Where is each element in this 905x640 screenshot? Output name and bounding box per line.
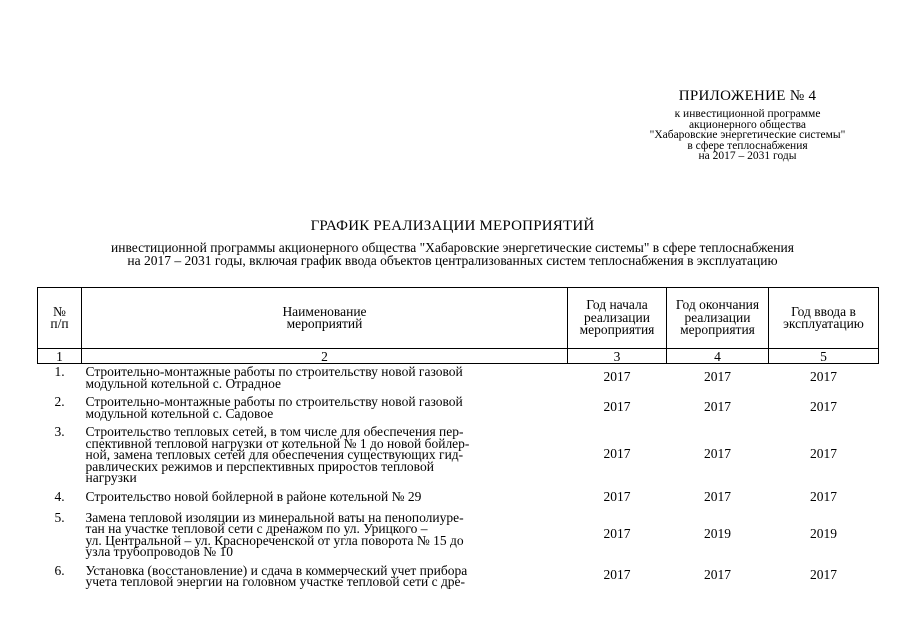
- table-row: [38, 364, 879, 395]
- column-header-name: Наименование мероприятий: [82, 288, 568, 349]
- column-header-commission-year: Год ввода в эксплуатацию: [769, 288, 879, 349]
- commission-year: 2017: [810, 488, 837, 504]
- appendix-line: к инвестиционной программе: [674, 108, 821, 120]
- measure-name: Замена тепловой изоляции из минеральной ваты на пенополиуре- тан на участке тепловой сети с дренажом по ул. Урицкого – ул. Центральной – ул. Краснореченской от угла поворота № 15 до узла трубопроводов № 10: [85, 509, 464, 559]
- start-year: 2017: [603, 525, 631, 541]
- document-subtitle: [40, 241, 865, 267]
- end-year: 2017: [704, 368, 731, 384]
- column-number-row: [38, 349, 879, 364]
- start-year: 2017: [603, 567, 631, 582]
- table-row: [38, 510, 879, 563]
- appendix-line: "Хабаровские энергетические системы": [649, 129, 846, 141]
- end-year: 2017: [704, 445, 731, 461]
- end-year: 2019: [704, 525, 731, 541]
- measure-name: Строительно-монтажные работы по строительству новой газовой модульной котельной с. Отрадное: [85, 364, 463, 391]
- commission-year: 2017: [810, 567, 837, 582]
- table-row: [38, 489, 879, 510]
- measure-name: Установка (восстановление) и сдача в коммерческий учет прибора учета тепловой энергии на головном участке тепловой сети с дре-: [85, 562, 468, 589]
- document-title: ГРАФИК РЕАЛИЗАЦИИ МЕРОПРИЯТИЙ: [310, 218, 595, 234]
- implementation-schedule-table: [37, 287, 879, 593]
- column-number: 1: [38, 349, 82, 364]
- column-number: 4: [667, 349, 769, 364]
- row-index: 5.: [54, 509, 65, 525]
- start-year: 2017: [603, 368, 631, 384]
- measure-name: Строительство новой бойлерной в районе котельной № 29: [85, 488, 422, 504]
- commission-year: 2017: [810, 368, 837, 384]
- table-row: [38, 394, 879, 424]
- appendix-line: на 2017 – 2031 годы: [698, 150, 797, 162]
- measure-name: Строительство тепловых сетей, в том числе для обеспечения пер- спективной тепловой нагрузки от котельной № 1 до новой бойлер- ной, замена тепловых сетей для обеспечения существующих гид- равлических режимов и перспективных приростов тепловой нагрузки: [85, 424, 470, 485]
- end-year: 2017: [704, 488, 731, 504]
- column-header-start-year: Год начала реализации мероприятия: [568, 288, 667, 349]
- appendix-block: [640, 88, 855, 162]
- table-row: [38, 424, 879, 489]
- commission-year: 2017: [810, 445, 837, 461]
- row-index: 6.: [54, 562, 65, 578]
- row-index: 4.: [54, 488, 65, 504]
- start-year: 2017: [603, 445, 631, 461]
- appendix-line: акционерного общества: [688, 118, 807, 131]
- appendix-subtitle: [640, 109, 855, 162]
- column-header-end-year: Год окончания реализации мероприятия: [667, 288, 769, 349]
- subtitle-line: на 2017 – 2031 годы, включая график ввода объектов централизованных систем теплоснабжения в эксплуатацию: [127, 253, 778, 268]
- start-year: 2017: [603, 488, 631, 504]
- commission-year: 2017: [810, 398, 837, 414]
- document-heading: [40, 218, 865, 267]
- row-index: 2.: [54, 394, 65, 409]
- appendix-line: в сфере теплоснабжения: [687, 139, 808, 152]
- row-index: 1.: [54, 364, 65, 379]
- end-year: 2017: [704, 398, 731, 414]
- column-number: 5: [769, 349, 879, 364]
- measure-name: Строительно-монтажные работы по строительству новой газовой модульной котельной с. Садовое: [85, 394, 463, 421]
- table-row: [38, 563, 879, 593]
- column-number: 2: [82, 349, 568, 364]
- subtitle-line: инвестиционной программы акционерного общества "Хабаровские энергетические системы" в сфере теплоснабжения: [111, 240, 794, 255]
- start-year: 2017: [603, 398, 631, 414]
- row-index: 3.: [54, 424, 65, 439]
- appendix-title: ПРИЛОЖЕНИЕ № 4: [678, 88, 817, 104]
- column-number: 3: [568, 349, 667, 364]
- column-header-number: № п/п: [38, 288, 82, 349]
- header-row: [38, 288, 879, 349]
- end-year: 2017: [704, 567, 731, 582]
- commission-year: 2019: [810, 525, 837, 541]
